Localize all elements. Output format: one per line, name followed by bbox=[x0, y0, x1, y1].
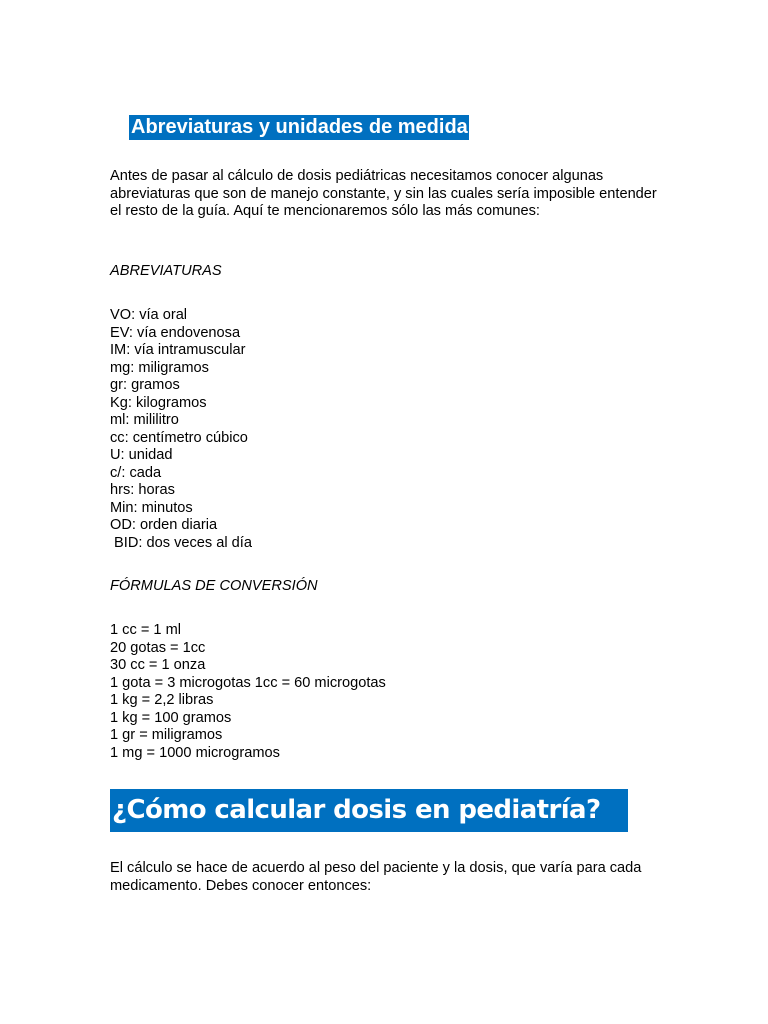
list-item: EV: vía endovenosa bbox=[110, 324, 241, 341]
list-item: U: unidad bbox=[110, 447, 173, 463]
abbreviations-label: ABREVIATURAS bbox=[110, 263, 222, 279]
list-item: Kg: kilogramos bbox=[110, 394, 207, 411]
list-item: gr: gramos bbox=[110, 377, 180, 393]
section-heading-abbreviations: Abreviaturas y unidades de medida bbox=[131, 116, 468, 138]
section-heading-dose-calculation: ¿Cómo calcular dosis en pediatría? bbox=[110, 789, 628, 832]
list-item: 1 kg = 2,2 libras bbox=[110, 692, 214, 708]
intro-paragraph: Antes de pasar al cálculo de dosis pediátricas necesitamos conocer algunas abreviaturas que son de manejo constante, y sin las cuales sería imposible entender el resto de la guía. Aquí te mencionaremos sólo las más comunes: bbox=[110, 168, 657, 220]
list-item: 1 gota = 3 microgotas 1cc = 60 microgotas bbox=[110, 674, 386, 691]
conversions-label: FÓRMULAS DE CONVERSIÓN bbox=[110, 578, 318, 594]
list-item: 1 kg = 100 gramos bbox=[110, 709, 232, 726]
list-item: mg: miligramos bbox=[110, 359, 209, 376]
list-item: IM: vía intramuscular bbox=[110, 342, 246, 358]
calculation-paragraph: El cálculo se hace de acuerdo al peso del paciente y la dosis, que varía para cada medicamento. Debes conocer entonces: bbox=[110, 860, 642, 894]
list-item: OD: orden diaria bbox=[110, 517, 218, 533]
list-item: BID: dos veces al día bbox=[110, 534, 252, 551]
list-item: c/: cada bbox=[110, 464, 162, 481]
list-item: VO: vía oral bbox=[110, 307, 188, 323]
list-item: 20 gotas = 1cc bbox=[110, 639, 206, 656]
abbreviations-list bbox=[110, 307, 252, 552]
list-item: Min: minutos bbox=[110, 499, 193, 516]
list-item: 1 cc = 1 ml bbox=[110, 622, 181, 638]
list-item: 1 gr = miligramos bbox=[110, 727, 223, 743]
conversions-list bbox=[110, 622, 386, 762]
list-item: 30 cc = 1 onza bbox=[110, 657, 206, 673]
list-item: ml: mililitro bbox=[110, 412, 179, 428]
list-item: cc: centímetro cúbico bbox=[110, 429, 248, 446]
list-item: hrs: horas bbox=[110, 482, 175, 498]
list-item: 1 mg = 1000 microgramos bbox=[110, 744, 280, 761]
